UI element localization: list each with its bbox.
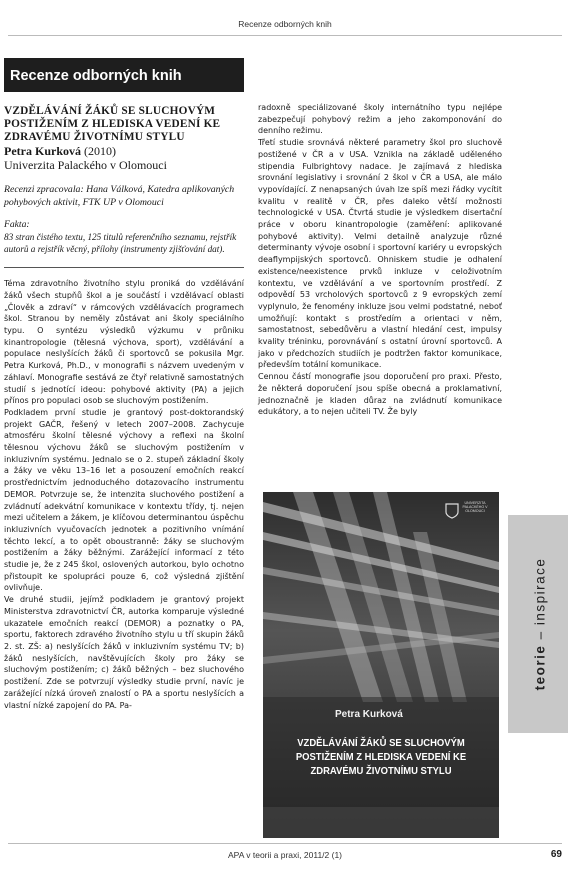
left-column: [4, 105, 244, 711]
footer-rule: [8, 843, 562, 844]
footer-journal: APA v teorii a praxi, 2011/2 (1): [227, 850, 343, 860]
book-title: VZDĚLÁVÁNÍ ŽÁKŮ SE SLUCHOVÝM POSTIŽENÍM Z HLEDISKA VEDENÍ KE ZDRAVÉMU ŽIVOTNÍMU STYLU: [4, 105, 221, 143]
side-tab-word-theory: teorie: [532, 644, 548, 691]
reviewer-info: Recenzi zpracovala: Hana Válková, Katedra aplikovaných pohybových aktivit, FTK UP v Olomouci: [4, 184, 235, 208]
body-paragraph: Cennou částí monografie jsou doporučení pro praxi. Přesto, že některá doporučení jsou spíše obecná a proklamativní, jednoznačně je kladen důraz na zvládnutí komunikace edukátory, a to nejen učiteli TV. Že byly: [258, 372, 502, 417]
side-tab-label: [533, 558, 548, 691]
side-tab-word-inspiration: inspirace: [532, 557, 548, 626]
header-rule: [8, 35, 562, 36]
facts-text: 83 stran čistého textu, 125 titulů referenčního seznamu, rejstřík autorů a rejstřík věcný, přílohy (instrumenty zjišťování dat).: [4, 232, 237, 255]
section-divider: [4, 267, 244, 268]
university-logo: [457, 501, 493, 535]
logo-text: UNIVERZITA PALACKÉHO V OLOMOUCI: [462, 501, 488, 514]
body-paragraph: Třetí studie srovnává některé parametry škol pro sluchově postižené v ČR a v USA. Vznikla na základě uděleného stipendia Fulbrightovy nadace. Je zajímavá z hlediska srovnání legislativy i srovnání 2 škol v ČR a USA, ale málo vypovídající. Z nenapsaných úvah lze spíš mezi řádky vycítit kvalitu v realitě v ČR, přes daleko větší možnosti technologické v USA. Čtvrtá studie je výsledkem disertační práce v oboru kinantropologie (zaměření: aplikované pohybové aktivity). Velmi detailně analyzuje různé determinanty vývoje osobní i sportovní kariéry u evropských deaflympijských sportovců. Ohniskem studie je odhalení existence/neexistence prvků inkluze v celoživotním kontextu, ve vzdělávání a ve sportovním prostředí. Z odpovědí 53 vrcholových sportovců z 9 evropských zemí vyplynulo, že fenomény inkluze jsou velmi podstatné, neboť umožňují: kontakt s prostředím a orientaci v něm, samostatnost, sebedůvěru a vlastní hledání cest, impulsy kvality tréninku, porovnávání s ostatní úrovní sportovců. A jako v předchozích studiích je podtržen faktor komunikace, především totální komunikace.: [258, 138, 502, 370]
cover-stripes: [263, 492, 499, 838]
body-paragraph: Téma zdravotního životního stylu proniká do vzdělávání žáků všech stupňů škol a je součástí i vzdělávací oblasti „Člověk a zdraví“ v rámcových vzdělávacích programech škol. Stranou by neměly zůstávat ani školy speciálního typu. O syntézu výsledků výzkumu v průniku kinantropologie (tělesná výchova, sport), vzdělávání a populace neslyšících žáků či sportovců se pokusila Mgr. Petra Kurková, Ph.D., v monografii s názvem uvedeným v záhlaví. Monografie sestává ze čtyř relativně samostatných studií s jednotící ideou: pohybové aktivity (PA) a jejich přínos pro populaci osob se sluchovým postižením.: [4, 279, 244, 406]
right-column: [258, 102, 502, 418]
cover-title: VZDĚLÁVÁNÍ ŽÁKŮ SE SLUCHOVÝM POSTIŽENÍM Z HLEDISKA VEDENÍ KE ZDRAVÉMU ŽIVOTNÍMU STYLU: [295, 737, 467, 777]
body-paragraph: radoxně speciálizované školy internátního typu nejlépe zabezpečují pohybový režim a jeho zakomponování do denního režimu.: [258, 103, 502, 136]
book-cover-image: [263, 492, 499, 838]
page-number: 69: [550, 849, 562, 860]
cover-author: Petra Kurková: [335, 709, 403, 720]
body-paragraph: Ve druhé studii, jejímž podkladem je grantový projekt Ministerstva zdravotnictví ČR, autorka komparuje výsledné ukazatele emočních reakcí (DEMOR) a poznatky o PA, sportu, faktorech zdravého životního stylu u tří skupin žáků 2. st. ZŠ: a) neslyšících žáků v inkluzivním systému TV; b) žáků neslyšících, navštěvujících školy pro žáky se sluchovým postižením; c) žáků běžných – bez sluchového postižení. Zde se potvrzují výsledky studie první, navíc je zarážející nízká úroveň znalostí o PA a sportu neslyšících a vlastní nízké zapojení do PA. Pa-: [4, 595, 244, 710]
publication-year: (2010): [84, 144, 116, 158]
publisher: Univerzita Palackého v Olomouci: [4, 158, 167, 172]
author-name: Petra Kurková: [4, 144, 81, 158]
running-head: Recenze odborných knih: [238, 19, 332, 29]
body-paragraph: Podkladem první studie je grantový post-doktorandský projekt GAČR, řešený v letech 2007–2008. Zachycuje atmosféru školní tělesné výchovy a reflexi na školní tělesnou výchovu žáků se sluchovým postižením v inkluzivním systému. Jednalo se o 2. stupeň základní školy a žáky ve věku 13–16 let a posouzení emočních reakcí prostřednictvím jednoduchého dotazovacího instrumentu DEMOR. Potvrzuje se, že intenzita sluchového postižení a zvládnutí adekvátní komunikace v kontextu třídy, tj. nejen mezi učitelem a žákem, je klíčovou determinantou úspěchu inkluzivních vyučovacích jednotek a pozitivního vnímání těchto lekcí, a to opět oboustranně: žáky se sluchovým postižením a žáky běžnými. Zarážející informací z této studie je, že z 245 škol, oslovených autorkou, bylo ochotno přistoupit ke spolupráci pouze 6, což výsledná zjištění ovlivňuje.: [4, 407, 244, 593]
section-banner: Recenze odborných knih: [4, 58, 244, 92]
author-line: [4, 144, 244, 158]
facts-label: Fakta:: [4, 219, 30, 231]
side-tab-separator: –: [532, 625, 548, 645]
